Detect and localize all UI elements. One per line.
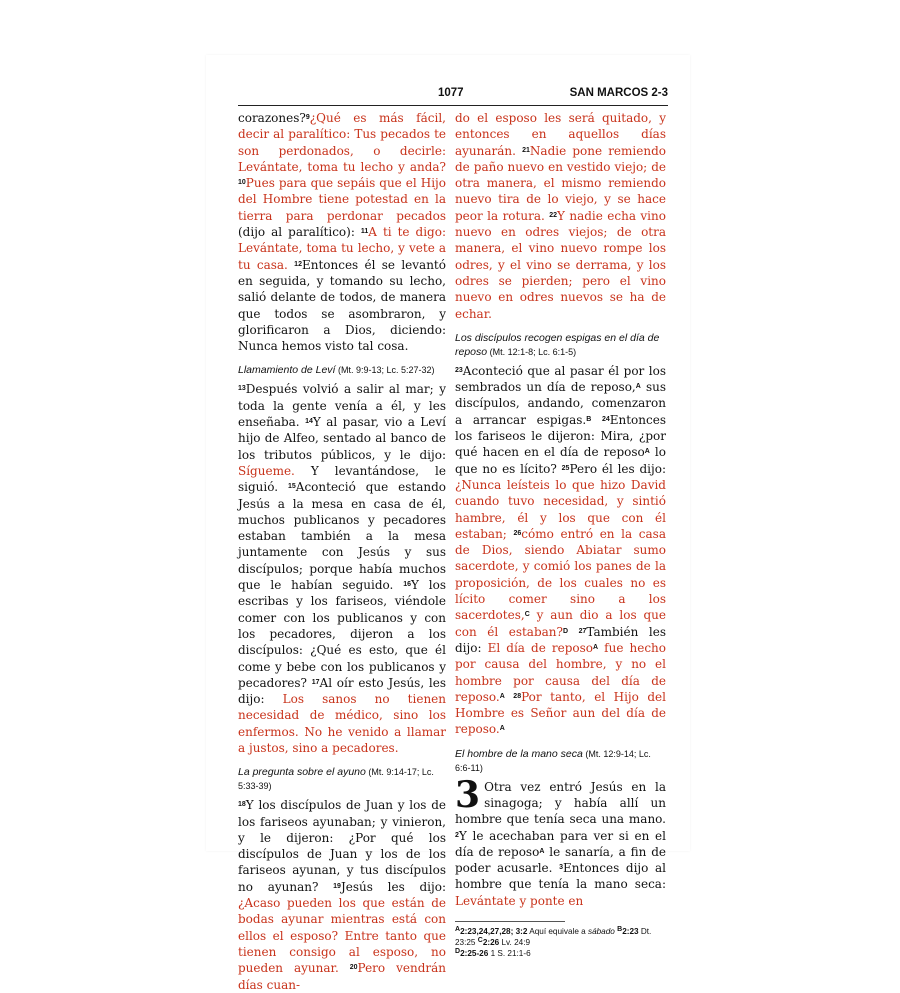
verse-marker: 19 bbox=[333, 882, 341, 890]
verse-marker: A bbox=[635, 383, 641, 391]
text-run: do el esposo les será quitado, y entonces en aquellos días ayunarán. bbox=[455, 111, 666, 158]
paragraph bbox=[455, 773, 667, 909]
footnote-rule bbox=[455, 921, 565, 922]
text-run: Levántate y ponte en bbox=[455, 893, 584, 908]
text-run: Nadie pone remiendo de paño nuevo en vestido viejo; de otra manera, el mismo remiendo nuevo tira de lo viejo, y se hace peor la rotura. bbox=[455, 143, 666, 223]
running-head: SAN MARCOS 2-3 bbox=[569, 87, 668, 99]
text-run bbox=[339, 961, 350, 975]
verse-marker: 13 bbox=[238, 385, 246, 393]
chapter-number: 3 bbox=[455, 773, 481, 816]
text-run: 2:26 bbox=[482, 938, 500, 948]
verse-marker: 20 bbox=[349, 964, 358, 972]
verse-marker: 26 bbox=[513, 529, 522, 537]
text-run: cómo entró en la casa de Dios, siendo Abiatar sumo sacerdote, y comió los panes de la proposición, de los cuales no es lícito comer sino a los sacerdotes, bbox=[455, 526, 666, 623]
text-run: Entonces los fariseos le dijeron: Mira, ¿por qué hacen en el día de reposo bbox=[455, 412, 666, 460]
footnote-line bbox=[455, 948, 666, 959]
text-run: Y nadie echa vino nuevo en odres viejos; de otra manera, el vino nuevo rompe los odres, y el vino se derrama, y los odres se pierden; pero el vino nuevo en odres nuevos se ha de echar. bbox=[455, 208, 666, 321]
text-run: 2:23 bbox=[622, 927, 639, 937]
text-run: 1 S. 21:1-6 bbox=[488, 949, 531, 959]
verse-marker: 22 bbox=[549, 211, 558, 219]
verse-marker: D bbox=[455, 947, 461, 955]
text-run: Aconteció que estando Jesús a la mesa en casa de él, muchos publicanos y pecadores estaban también a la mesa juntamente con Jesús y sus discípulos; porque había muchos que le habían seguido. bbox=[238, 480, 447, 593]
right-column bbox=[455, 110, 666, 959]
page-header bbox=[238, 85, 668, 105]
text-run: Pero vendrán días cuan- bbox=[238, 961, 446, 992]
verse-marker: 15 bbox=[287, 483, 296, 491]
text-run: Y al pasar, vio a Leví hijo de Alfeo, sentado al banco de los tributos públicos, y le dijo: bbox=[238, 415, 446, 462]
text-run: Y los discípulos de Juan y los de los fariseos ayunaban; y vinieron, y le dijeron: ¿Por qué los discípulos de Juan y los de los fariseos ayunan, y tus discípulos no ayunan? bbox=[238, 798, 446, 894]
verse-marker: 11 bbox=[360, 227, 369, 235]
verse-marker: 12 bbox=[294, 260, 302, 268]
verse-marker: 3 bbox=[559, 864, 564, 872]
verse-marker: 18 bbox=[238, 801, 246, 809]
bible-page bbox=[206, 55, 690, 992]
section-heading-mano-seca: El hombre de la mano seca (Mt. 12:9-14; Lc. 6:6-11) bbox=[455, 747, 651, 773]
text-run: También les dijo: bbox=[455, 624, 666, 655]
text-run: Sígueme. bbox=[238, 463, 295, 478]
text-run bbox=[591, 413, 602, 427]
verse-marker: A bbox=[455, 925, 461, 933]
text-run: Y levantándose, le siguió. bbox=[238, 463, 446, 495]
verse-marker: 28 bbox=[513, 692, 522, 700]
text-run: sus discípulos, andando, comenzaron a arrancar espigas. bbox=[455, 380, 667, 427]
paragraph bbox=[238, 110, 446, 354]
text-run: ¿Nunca leísteis lo que hizo David cuando tuvo necesidad, y sintió hambre, él y los que con él estaban; bbox=[455, 477, 666, 541]
paragraph bbox=[238, 797, 446, 993]
text-run: le sanaría, a fin de poder acusarle. bbox=[455, 844, 667, 876]
text-run: Y los escribas y los fariseos, viéndole comer con los publicanos y con los pecadores, dijeron a los discípulos: ¿Qué es esto, que él come y bebe con los publicanos y pecadores? bbox=[238, 578, 446, 690]
text-run: Pero él les dijo: bbox=[569, 461, 666, 476]
text-run: lo que no es lícito? bbox=[455, 445, 666, 476]
verse-marker: 16 bbox=[403, 580, 411, 588]
text-run: ¿Qué es más fácil, decir al paralítico: Tus pecados te son perdonados, o decirle: Levántate, toma tu lecho y anda? bbox=[238, 111, 446, 174]
text-run: fue hecho por causa del hombre, y no el hombre por causa del día de reposo. bbox=[455, 640, 667, 704]
verse-marker: 24 bbox=[601, 415, 610, 423]
footnotes bbox=[455, 926, 666, 959]
verse-marker: 21 bbox=[522, 146, 530, 154]
header-rule bbox=[238, 105, 668, 106]
paragraph bbox=[455, 110, 666, 322]
text-run: Entonces dijo al hombre que tenía la mano seca: bbox=[455, 861, 666, 892]
verse-marker: D bbox=[562, 627, 569, 635]
paragraph bbox=[238, 381, 446, 756]
verse-marker: A bbox=[644, 448, 650, 456]
verse-marker: B bbox=[617, 925, 623, 933]
section-heading-ayuno: La pregunta sobre el ayuno (Mt. 9:14-17; Lc. 5:33-39) bbox=[238, 766, 434, 792]
footnote-line bbox=[455, 926, 666, 948]
text-run: Aconteció que al pasar él por los sembrados un día de reposo, bbox=[455, 363, 666, 395]
text-run: Pues para que sepáis que el Hijo del Hombre tiene potestad en la tierra para perdonar pecados bbox=[238, 176, 446, 223]
left-column bbox=[238, 110, 446, 993]
text-run: Y le acechaban para ver si en el día de reposo bbox=[455, 828, 666, 859]
cross-reference: (Mt. 9:9-13; Lc. 5:27-32) bbox=[335, 365, 435, 376]
paragraph bbox=[455, 363, 666, 738]
cross-reference: (Mt. 12:1-8; Lc. 6:1-5) bbox=[487, 346, 577, 357]
text-run: Otra vez entró Jesús en la sinagoga; y había allí un hombre que tenía seca una mano. bbox=[455, 779, 666, 827]
text-run bbox=[568, 625, 579, 639]
text-run: El día de reposo bbox=[487, 640, 594, 655]
text-run: Los sanos no tienen necesidad de médico, sino los enfermos. No he venido a llamar a justos, sino a pecadores. bbox=[238, 692, 446, 755]
text-run: Por tanto, el Hijo del Hombre es Señor aun del día de reposo. bbox=[455, 689, 666, 737]
verse-marker: 17 bbox=[311, 678, 320, 686]
text-run: Dt. 23:25 bbox=[455, 927, 652, 948]
section-heading-levi: Llamamiento de Leví (Mt. 9:9-13; Lc. 5:27-32) bbox=[238, 364, 435, 377]
text-run: Después volvió a salir al mar; y toda la gente venía a él, y les enseñaba. bbox=[238, 382, 446, 430]
verse-marker: 2 bbox=[455, 831, 459, 839]
text-run: 2:25-26 bbox=[460, 949, 489, 959]
verse-marker: 25 bbox=[561, 464, 570, 472]
verse-marker: 14 bbox=[305, 417, 313, 425]
verse-marker: 10 bbox=[238, 179, 246, 187]
text-run: sábado bbox=[587, 927, 615, 937]
text-run: Jesús les dijo: bbox=[340, 879, 446, 894]
text-run: ¿Acaso pueden los que están de bodas ayunar mientras está con ellos el esposo? Entre tanto que tienen consigo al esposo, no pueden ayunar. bbox=[238, 896, 446, 976]
page-number: 1077 bbox=[438, 87, 464, 99]
text-run: corazones? bbox=[238, 111, 306, 125]
text-run: Aquí equivale a bbox=[527, 927, 588, 937]
verse-marker: C bbox=[524, 611, 530, 619]
text-run: Al oír esto Jesús, les dijo: bbox=[238, 675, 446, 707]
verse-marker: A bbox=[499, 725, 505, 733]
verse-marker: A bbox=[539, 847, 545, 855]
text-run: (dijo al paralítico): bbox=[238, 225, 361, 240]
text-run: Lv. 24:9 bbox=[499, 938, 531, 948]
text-run: Entonces él se levantó en seguida, y tomando su lecho, salió delante de todos, de manera que todos se asombraron, y glorificaron a Dios, diciendo: Nunca hemos visto tal cosa. bbox=[238, 257, 446, 354]
text-run: A ti te digo: Levántate, toma tu lecho, y vete a tu casa. bbox=[238, 225, 446, 272]
verse-marker: A bbox=[593, 643, 599, 651]
section-heading-espigas: Los discípulos recogen espigas en el día de reposo (Mt. 12:1-8; Lc. 6:1-5) bbox=[455, 331, 660, 358]
text-run: y aun dio a los que con él estaban? bbox=[455, 608, 666, 639]
verse-marker: 23 bbox=[455, 366, 463, 374]
text-run: 2:23,24,27,28; 3:2 bbox=[460, 927, 528, 937]
verse-marker: 9 bbox=[305, 113, 310, 121]
verse-marker: 27 bbox=[578, 627, 587, 635]
verse-marker: B bbox=[586, 415, 592, 423]
verse-marker: A bbox=[499, 692, 505, 700]
verse-marker: C bbox=[477, 936, 483, 944]
cross-reference: (Mt. 12:9-14; Lc. 6:6-11) bbox=[455, 748, 651, 773]
cross-reference: (Mt. 9:14-17; Lc. 5:33-39) bbox=[238, 767, 434, 792]
